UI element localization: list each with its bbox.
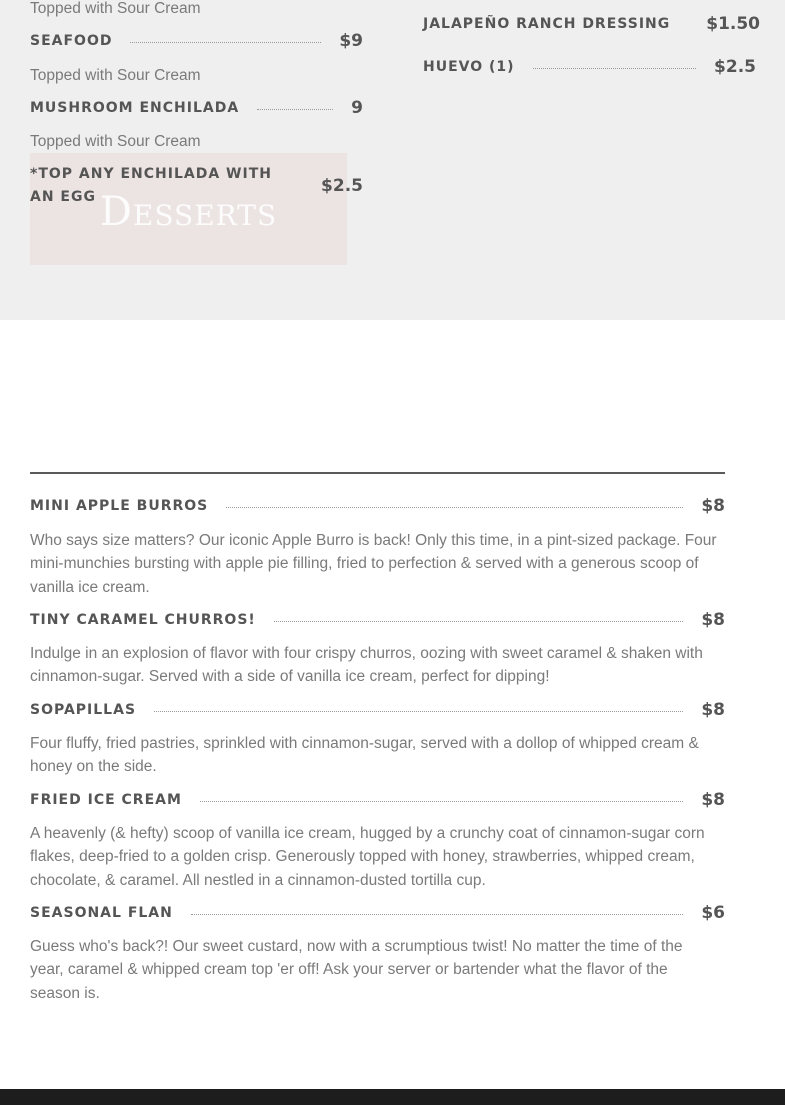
item-price: $8: [701, 610, 725, 630]
dotted-leader: [274, 621, 684, 622]
item-name: TINY CARAMEL CHURROS!: [30, 612, 256, 628]
dotted-leader: [226, 507, 683, 508]
menu-item-mini-apple-burros: [30, 495, 725, 517]
menu-item-mushroom-enchilada: [30, 97, 363, 119]
item-name: MUSHROOM ENCHILADA: [30, 100, 240, 116]
item-name: SEASONAL FLAN: [30, 905, 173, 921]
dotted-leader: [154, 711, 683, 712]
menu-item-jalapeno-ranch: [423, 13, 761, 35]
item-description: Who says size matters? Our iconic Apple Burro is back! Only this time, in a pint-sized package. Four mini-munchies bursting with apple pie filling, fried to perfection & served with a generous scoop of vanilla ice cream.: [30, 532, 717, 596]
menu-item-tiny-caramel-churros: [30, 609, 725, 631]
item-price: $8: [701, 790, 725, 810]
item-price: $6: [701, 903, 725, 923]
menu-item-seasonal-flan: [30, 902, 725, 924]
dotted-leader: [200, 801, 683, 802]
dotted-leader: [130, 42, 321, 43]
item-description: Topped with Sour Cream: [30, 67, 201, 84]
item-price: $1.50: [706, 14, 761, 34]
item-price: $9: [339, 31, 363, 51]
item-description: Topped with Sour Cream: [30, 0, 201, 17]
item-name: SEAFOOD: [30, 33, 113, 49]
item-name: SOPAPILLAS: [30, 702, 137, 718]
item-price: $8: [701, 496, 725, 516]
section-divider: [30, 472, 725, 474]
dotted-leader: [191, 914, 683, 915]
menu-item-fried-ice-cream: [30, 789, 725, 811]
item-description: A heavenly (& hefty) scoop of vanilla ice cream, hugged by a crunchy coat of cinnamon-sugar corn flakes, deep-fried to a golden crisp. Generously topped with honey, strawberries, whipped cream, chocolate, & caramel. All nestled in a cinnamon-dusted tortilla cup.: [30, 825, 705, 889]
menu-item-huevo: [423, 56, 756, 78]
item-name: FRIED ICE CREAM: [30, 792, 182, 808]
item-description: Four fluffy, fried pastries, sprinkled with cinnamon-sugar, served with a dollop of whipped cream & honey on the side.: [30, 735, 699, 776]
enchiladas-section: [0, 0, 785, 320]
footer-bar: [0, 1089, 785, 1105]
item-name: JALAPEÑO RANCH DRESSING: [423, 16, 671, 32]
item-name: MINI APPLE BURROS: [30, 498, 209, 514]
menu-item-sopapillas: [30, 699, 725, 721]
item-description: Topped with Sour Cream: [30, 133, 201, 150]
item-description: Indulge in an explosion of flavor with four crispy churros, oozing with sweet caramel & shaken with cinnamon-sugar. Served with a side of vanilla ice cream, perfect for dipping!: [30, 645, 703, 686]
item-name: HUEVO (1): [423, 59, 515, 75]
menu-item-seafood: [30, 30, 363, 52]
menu-item-egg-topping-name: *TOP ANY ENCHILADA WITH AN EGG: [30, 166, 272, 205]
dotted-leader: [533, 68, 696, 69]
desserts-heading: Desserts: [99, 189, 278, 235]
item-price: $2.5: [321, 176, 363, 196]
item-description: Guess who's back?! Our sweet custard, now with a scrumptious twist! No matter the time of the year, caramel & whipped cream top 'er off! Ask your server or bartender what the flavor of the season is.: [30, 938, 683, 1002]
item-price: 9: [351, 98, 363, 118]
item-price: $8: [701, 700, 725, 720]
item-price: $2.5: [714, 57, 756, 77]
dotted-leader: [257, 109, 333, 110]
